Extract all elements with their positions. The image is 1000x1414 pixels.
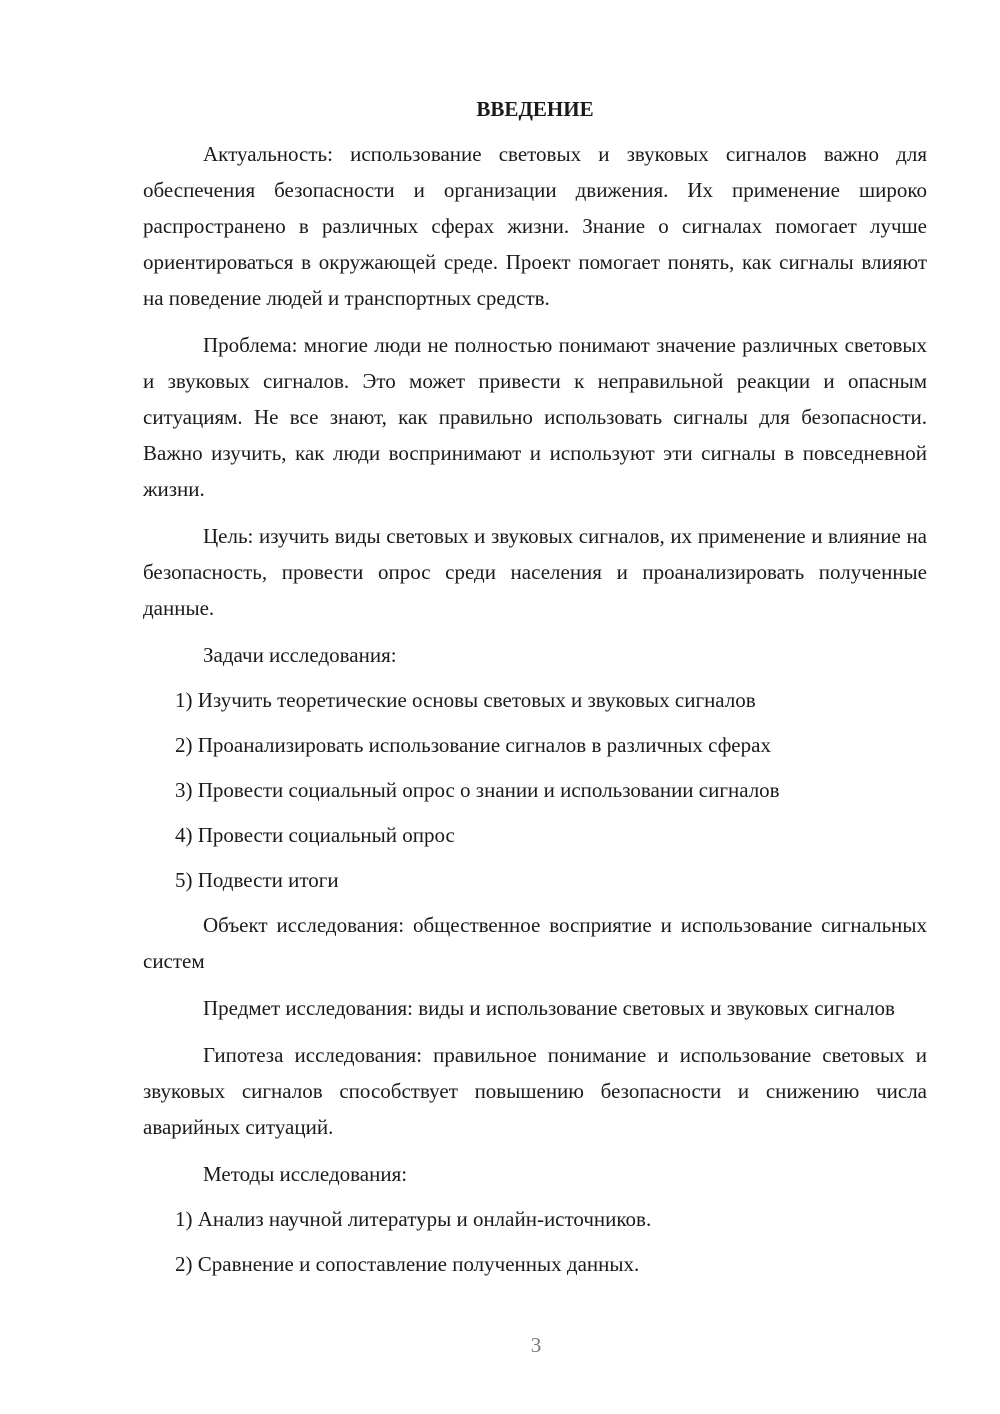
- object-paragraph: Объект исследования: общественное восприятие и использование сигнальных систем: [143, 913, 927, 973]
- goal-paragraph: Цель: изучить виды световых и звуковых сигналов, их применение и влияние на безопасность, провести опрос среди населения и проанализировать полученные данные.: [143, 524, 927, 620]
- hypothesis-paragraph: Гипотеза исследования: правильное понимание и использование световых и звуковых сигналов способствует повышению безопасности и снижению числа аварийных ситуаций.: [143, 1043, 927, 1139]
- tasks-heading: Задачи исследования:: [203, 643, 397, 667]
- method-item: 2) Сравнение и сопоставление полученных данных.: [175, 1252, 640, 1276]
- page-number: 3: [530, 1333, 542, 1357]
- task-item: 2) Проанализировать использование сигналов в различных сферах: [175, 733, 771, 757]
- subject-paragraph: Предмет исследования: виды и использование световых и звуковых сигналов: [203, 996, 895, 1020]
- task-item: 4) Провести социальный опрос: [175, 823, 455, 847]
- method-item: 1) Анализ научной литературы и онлайн-источников.: [175, 1207, 652, 1231]
- task-item: 1) Изучить теоретические основы световых и звуковых сигналов: [175, 688, 756, 712]
- methods-heading: Методы исследования:: [203, 1162, 408, 1186]
- relevance-paragraph: Актуальность: использование световых и звуковых сигналов важно для обеспечения безопасности и организации движения. Их применение широко распространено в различных сферах жизни. Знание о сигналах помогает лучше ориентироваться в окружающей среде. Проект помогает понять, как сигналы влияют на поведение людей и транспортных средств.: [143, 142, 927, 310]
- page-title: ВВЕДЕНИЕ: [476, 97, 594, 121]
- document-page: [143, 90, 927, 1291]
- task-item: 3) Провести социальный опрос о знании и использовании сигналов: [175, 778, 780, 802]
- problem-paragraph: Проблема: многие люди не полностью понимают значение различных световых и звуковых сигналов. Это может привести к неправильной реакции и опасным ситуациям. Не все знают, как правильно использовать сигналы для безопасности. Важно изучить, как люди воспринимают и используют эти сигналы в повседневной жизни.: [143, 333, 927, 501]
- task-item: 5) Подвести итоги: [175, 868, 339, 892]
